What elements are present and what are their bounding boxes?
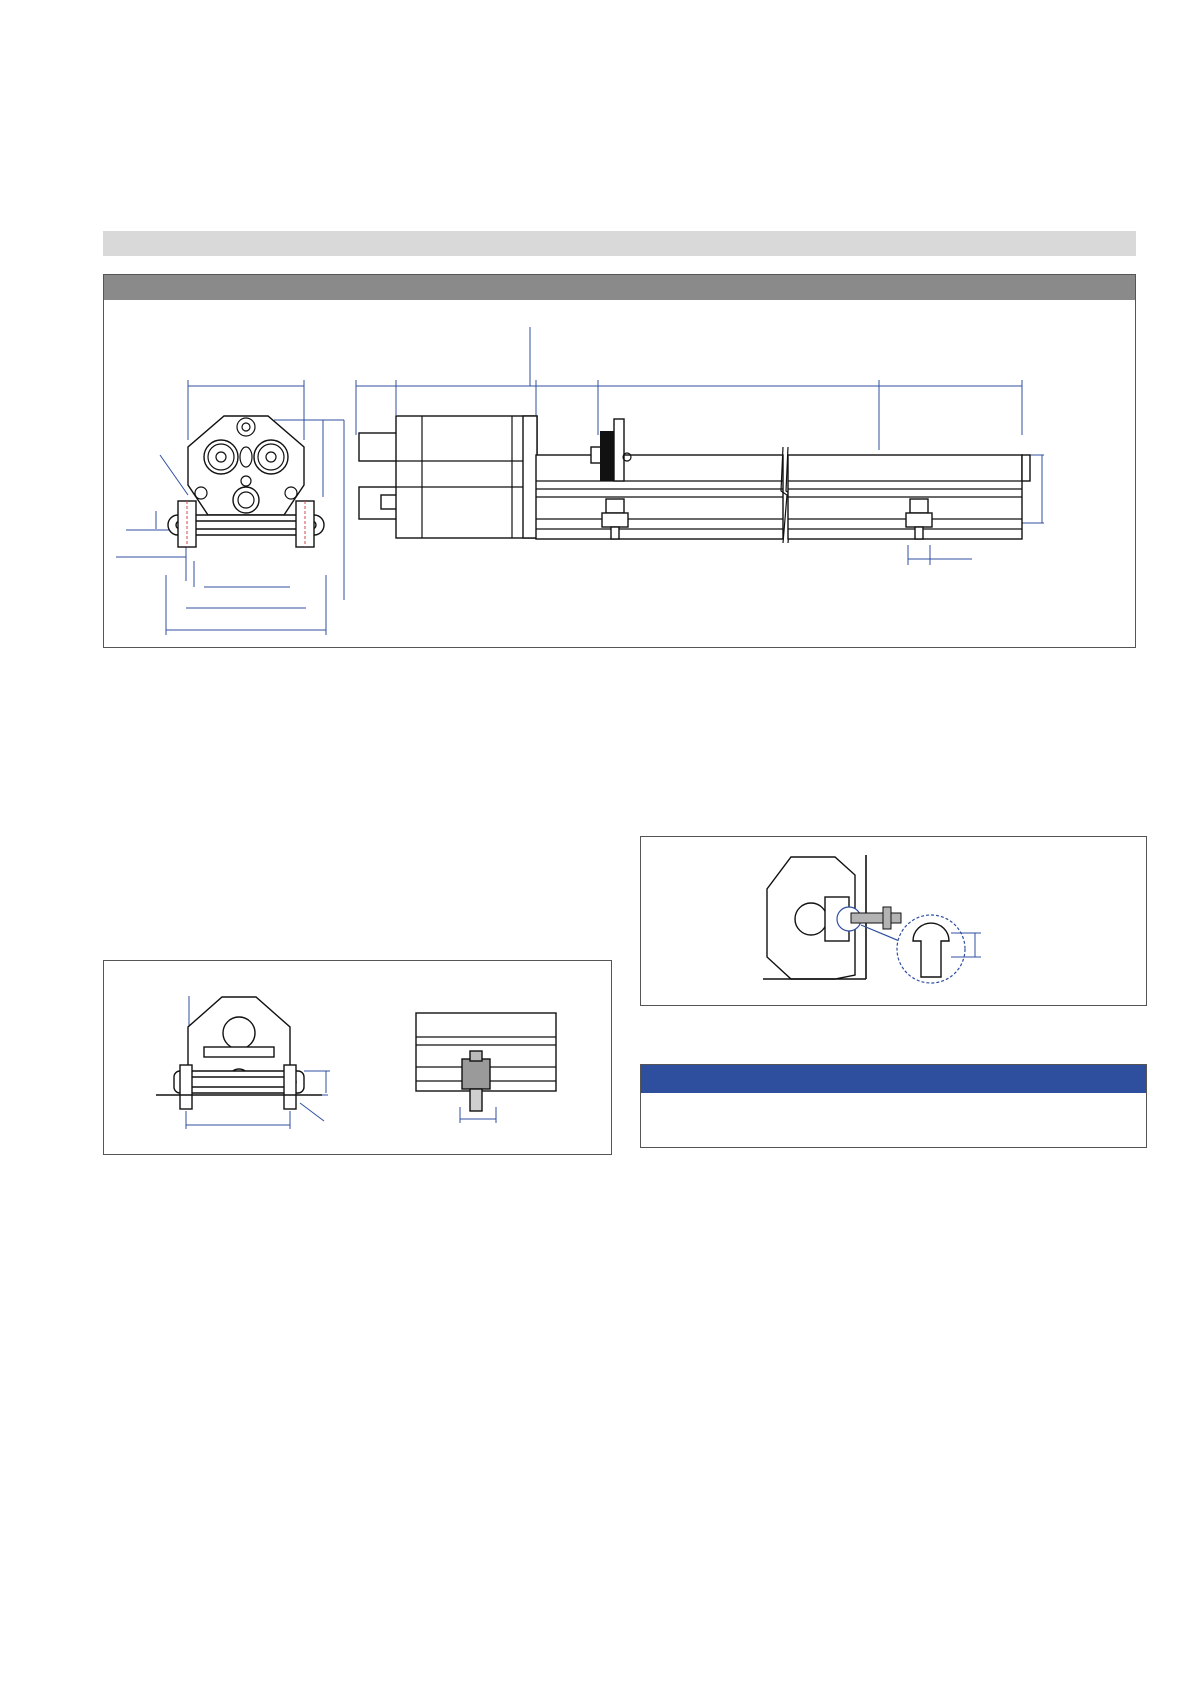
section-title-bar — [103, 231, 1136, 256]
note-panel — [640, 1064, 1147, 1148]
end-view — [116, 380, 344, 635]
side-view — [356, 327, 1044, 565]
clamp-end-view — [156, 996, 330, 1129]
clamp-side-view — [416, 1013, 556, 1123]
note-panel-header — [641, 1065, 1146, 1093]
mounting-clamp-drawing — [104, 961, 613, 1156]
tslot-detail-panel — [640, 836, 1147, 1006]
dimension-drawing-panel — [103, 274, 1136, 648]
mounting-clamp-panel — [103, 960, 612, 1155]
tslot-detail-drawing — [641, 837, 1148, 1007]
actuator-dimension-drawing — [104, 275, 1137, 649]
